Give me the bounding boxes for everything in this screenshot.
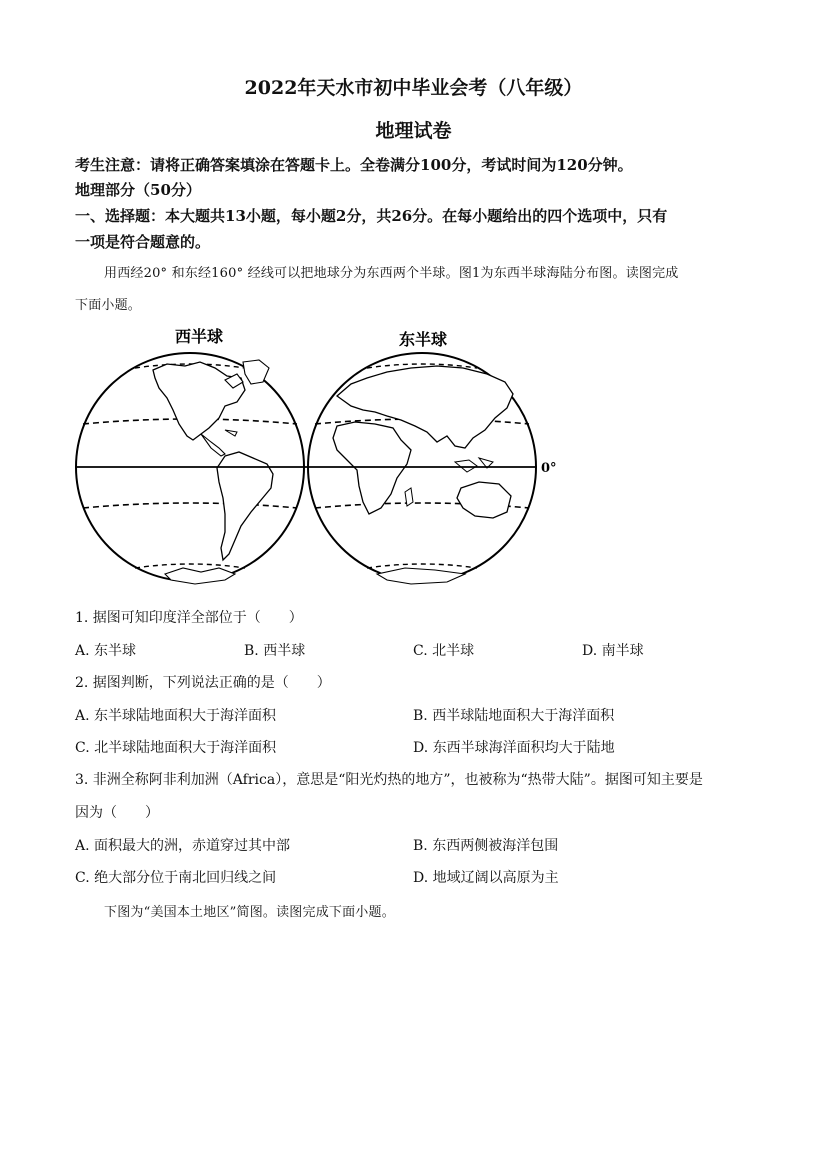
exam-title: 2022年天水市初中毕业会考（八年级） bbox=[244, 77, 583, 99]
q3-option-b[interactable]: B. 东西两侧被海洋包围 bbox=[413, 838, 559, 854]
q1-option-c[interactable]: C. 北半球 bbox=[413, 643, 475, 659]
intro2: 下图为“美国本土地区”简图。读图完成下面小题。 bbox=[104, 905, 395, 920]
exam-subtitle: 地理试卷 bbox=[375, 120, 452, 142]
q3-option-c[interactable]: C. 绝大部分位于南北回归线之间 bbox=[75, 870, 277, 886]
part1-instruction-line1: 一、选择题：本大题共13小题，每小题2分，共26分。在每小题给出的四个选项中，只有 bbox=[75, 207, 668, 225]
section-heading: 地理部分（50分） bbox=[75, 181, 201, 199]
west-hemisphere-label: 西半球 bbox=[175, 327, 224, 346]
exam-notice: 考生注意：请将正确答案填涂在答题卡上。全卷满分100分，考试时间为120分钟。 bbox=[75, 156, 633, 174]
question-3-stem-line2: 因为（ ） bbox=[75, 805, 159, 821]
q3-option-d[interactable]: D. 地域辽阔以高原为主 bbox=[413, 870, 559, 886]
q1-option-b[interactable]: B. 西半球 bbox=[244, 643, 306, 659]
intro1-line1: 用西经20° 和东经160° 经线可以把地球分为东西两个半球。图1为东西半球海陆分布图。读图完成 bbox=[104, 266, 679, 281]
east-globe bbox=[308, 353, 536, 584]
q1-option-a[interactable]: A. 东半球 bbox=[75, 643, 137, 659]
hemisphere-map-figure bbox=[75, 322, 565, 596]
q2-option-d[interactable]: D. 东西半球海洋面积均大于陆地 bbox=[413, 740, 615, 756]
part1-instruction-line2: 一项是符合题意的。 bbox=[75, 233, 211, 251]
q2-option-c[interactable]: C. 北半球陆地面积大于海洋面积 bbox=[75, 740, 277, 756]
west-globe bbox=[76, 353, 304, 584]
q2-option-a[interactable]: A. 东半球陆地面积大于海洋面积 bbox=[75, 708, 277, 724]
equator-label: 0° bbox=[541, 461, 557, 476]
hemisphere-map bbox=[75, 322, 565, 592]
east-hemisphere-label: 东半球 bbox=[399, 330, 448, 349]
q3-option-a[interactable]: A. 面积最大的洲，赤道穿过其中部 bbox=[75, 838, 291, 854]
q2-option-b[interactable]: B. 西半球陆地面积大于海洋面积 bbox=[413, 708, 615, 724]
question-3-stem-line1: 3. 非洲全称阿非利加洲（Africa），意思是“阳光灼热的地方”，也被称为“热带大陆”。据图可知主要是 bbox=[75, 772, 703, 788]
q1-option-d[interactable]: D. 南半球 bbox=[582, 643, 644, 659]
question-2-stem: 2. 据图判断，下列说法正确的是（ ） bbox=[75, 675, 331, 691]
question-1-stem: 1. 据图可知印度洋全部位于（ ） bbox=[75, 610, 303, 626]
intro1-line2: 下面小题。 bbox=[75, 298, 142, 313]
